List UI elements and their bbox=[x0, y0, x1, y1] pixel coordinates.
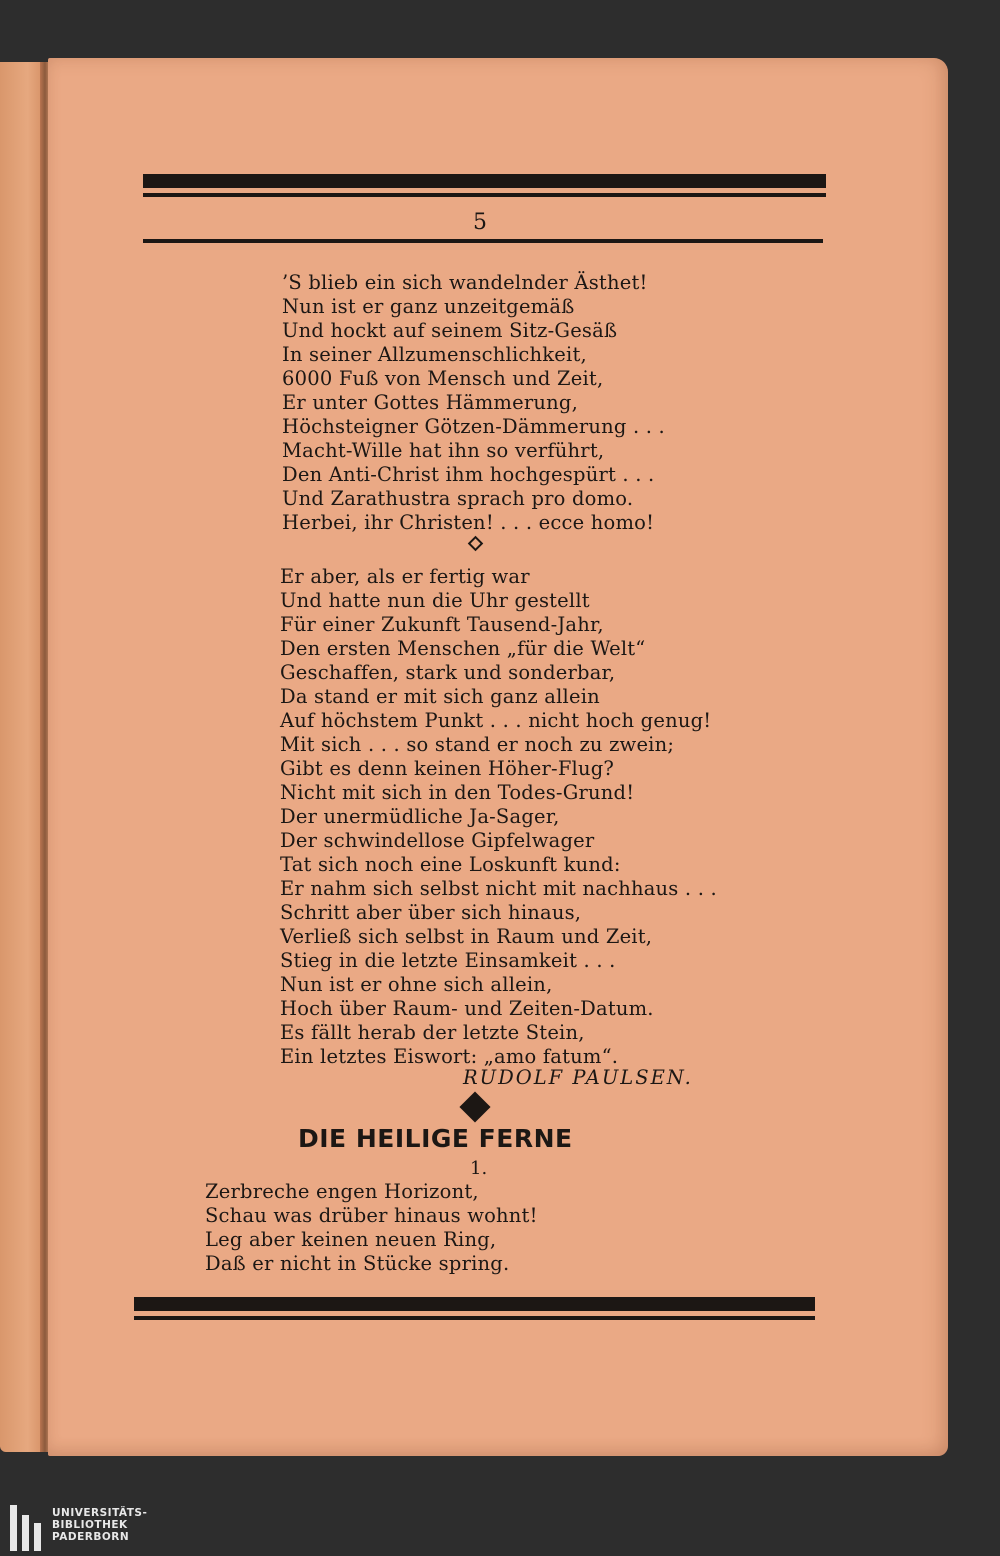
section-number: 1. bbox=[470, 1158, 488, 1179]
poem-stanza-1 bbox=[282, 271, 665, 535]
verse-line: Mit sich . . . so stand er noch zu zwein; bbox=[280, 733, 675, 756]
verse-line: Hoch über Raum- und Zeiten-Datum. bbox=[280, 997, 654, 1020]
verse-line: Der schwindellose Gipfelwager bbox=[280, 829, 595, 852]
page-number: 5 bbox=[473, 210, 487, 235]
verse-line: Tat sich noch eine Loskunft kund: bbox=[280, 853, 621, 876]
top-rule-thick bbox=[143, 174, 826, 188]
verse-line: Den ersten Menschen „für die Welt“ bbox=[280, 637, 646, 660]
footer-bar bbox=[0, 1506, 1000, 1556]
verse-line: Geschaffen, stark und sonderbar, bbox=[280, 661, 616, 684]
verse-line: Und Zarathustra sprach pro domo. bbox=[282, 487, 634, 510]
library-name-line: BIBLIOTHEK bbox=[52, 1519, 128, 1531]
verse-line: Er nahm sich selbst nicht mit nachhaus . . . bbox=[280, 877, 717, 900]
section-title: DIE HEILIGE FERNE bbox=[298, 1124, 573, 1153]
verse-line: Leg aber keinen neuen Ring, bbox=[205, 1228, 497, 1251]
verse-line: In seiner Allzumenschlichkeit, bbox=[282, 343, 587, 366]
verse-line: Schritt aber über sich hinaus, bbox=[280, 901, 582, 924]
verse-line: Und hatte nun die Uhr gestellt bbox=[280, 589, 590, 612]
library-name-line: UNIVERSITÄTS- bbox=[52, 1507, 148, 1519]
verse-line: Es fällt herab der letzte Stein, bbox=[280, 1021, 585, 1044]
verse-line: Macht-Wille hat ihn so verführt, bbox=[282, 439, 605, 462]
header-rule bbox=[143, 239, 823, 243]
verse-line: Schau was drüber hinaus wohnt! bbox=[205, 1204, 538, 1227]
verse-line: Der unermüdliche Ja-Sager, bbox=[280, 805, 560, 828]
verse-line: 6000 Fuß von Mensch und Zeit, bbox=[282, 367, 604, 390]
verse-line: Daß er nicht in Stücke spring. bbox=[205, 1252, 510, 1275]
verse-line: Stieg in die letzte Einsamkeit . . . bbox=[280, 949, 616, 972]
verse-line: Verließ sich selbst in Raum und Zeit, bbox=[280, 925, 653, 948]
verse-line: Auf höchstem Punkt . . . nicht hoch genug! bbox=[280, 709, 712, 732]
verse-line: ’S blieb ein sich wandelnder Ästhet! bbox=[282, 271, 648, 294]
author-signature: RUDOLF PAULSEN. bbox=[463, 1066, 693, 1089]
bottom-rule-thick bbox=[134, 1297, 815, 1311]
poem-stanza-3 bbox=[205, 1180, 538, 1276]
verse-line: Nun ist er ganz unzeitgemäß bbox=[282, 295, 575, 318]
verse-line: Zerbreche engen Horizont, bbox=[205, 1180, 479, 1203]
verse-line: Er aber, als er fertig war bbox=[280, 565, 530, 588]
poem-stanza-2 bbox=[280, 565, 717, 1069]
verse-line: Herbei, ihr Christen! . . . ecce homo! bbox=[282, 511, 655, 534]
verse-line: Den Anti-Christ ihm hochgespürt . . . bbox=[282, 463, 655, 486]
verse-line: Ein letztes Eiswort: „amo fatum“. bbox=[280, 1045, 619, 1068]
verse-line: Gibt es denn keinen Höher-Flug? bbox=[280, 757, 615, 780]
bottom-rule-thin bbox=[134, 1316, 815, 1320]
top-rule-thin bbox=[143, 193, 826, 197]
verse-line: Da stand er mit sich ganz allein bbox=[280, 685, 600, 708]
verse-line: Höchsteigner Götzen-Dämmerung . . . bbox=[282, 415, 665, 438]
verse-line: Nicht mit sich in den Todes-Grund! bbox=[280, 781, 635, 804]
verse-line: Er unter Gottes Hämmerung, bbox=[282, 391, 578, 414]
library-logo-icon bbox=[10, 1505, 44, 1551]
library-name bbox=[52, 1507, 147, 1543]
verse-line: Und hockt auf seinem Sitz-Gesäß bbox=[282, 319, 618, 342]
library-name-line: PADERBORN bbox=[52, 1531, 130, 1543]
verse-line: Nun ist er ohne sich allein, bbox=[280, 973, 553, 996]
verse-line: Für einer Zukunft Tausend-Jahr, bbox=[280, 613, 604, 636]
